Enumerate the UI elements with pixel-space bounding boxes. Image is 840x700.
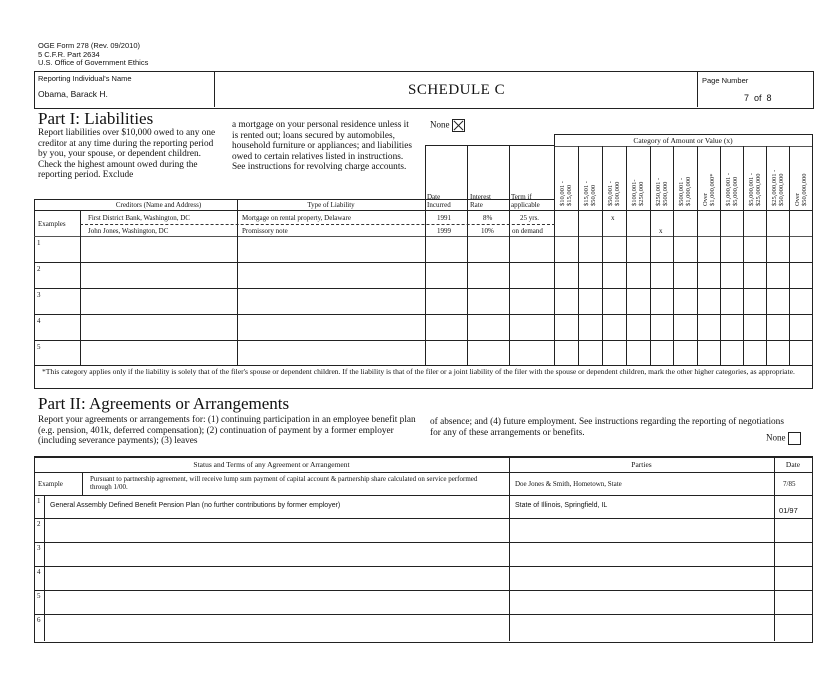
example-1-mark: x <box>611 214 615 222</box>
col-date-incurred: Date Incurred <box>427 193 451 209</box>
none-checkbox-2[interactable] <box>788 432 801 445</box>
example-2-creditor: John Jones, Washington, DC <box>88 227 169 235</box>
example-2-term: on demand <box>512 227 543 235</box>
example-date: 7/85 <box>783 480 796 488</box>
amount-col-7: Over $1,000,000* <box>702 173 716 206</box>
col-term: Term if applicable <box>511 193 540 209</box>
agreement-row-6-num: 6 <box>37 616 41 624</box>
part2-none <box>766 432 801 445</box>
col-status-terms: Status and Terms of any Agreement or Arrangement <box>193 460 350 469</box>
example-1-rate: 8% <box>483 214 493 222</box>
form-header <box>38 42 148 68</box>
col-interest-rate: Interest Rate <box>470 193 491 209</box>
part2-title: Part II: Agreements or Arrangements <box>38 394 290 413</box>
category-header: Category of Amount or Value (x) <box>633 136 733 145</box>
col-liability-type: Type of Liability <box>307 201 355 209</box>
example-1-date: 1991 <box>437 214 451 222</box>
amount-col-11: Over $50,000,000 <box>794 173 808 206</box>
agreement-row-1-parties: State of Illinois, Springfield, IL <box>515 502 608 509</box>
part1-none <box>430 119 465 132</box>
example-2-mark: x <box>659 227 663 235</box>
col-parties: Parties <box>631 460 652 469</box>
agreement-row-4-num: 4 <box>37 568 41 576</box>
example-2-date: 1999 <box>437 227 451 235</box>
agreement-row-1-num: 1 <box>37 497 41 505</box>
amount-col-1: $10,001 - $15,000 <box>559 181 573 206</box>
amount-col-6: $500,001 - $1,000,000 <box>678 176 692 206</box>
amount-col-9: $5,000,001 - $25,000,000 <box>748 172 762 206</box>
example-parties: Doe Jones & Smith, Hometown, State <box>515 480 622 488</box>
amount-col-10: $25,000,001 - $50,000,000 <box>771 169 785 206</box>
agreement-row-5-num: 5 <box>37 592 41 600</box>
reporting-name: Obama, Barack H. <box>38 89 108 99</box>
cfr-reference: 5 C.F.R. Part 2634 <box>38 49 100 59</box>
part1-description-right: a mortgage on your personal residence unless it is rented out; loans secured by automobiles, household furniture or appliances; and liabilities owed to certain relatives listed in instructions. See instructions for revolving charge accounts. <box>232 120 412 172</box>
amount-col-3: $50,001 - $100,000 <box>607 181 621 206</box>
agreement-row-2-num: 2 <box>37 520 41 528</box>
form-number: OGE Form 278 (Rev. 09/2010) <box>38 41 140 50</box>
part2-description-left: Report your agreements or arrangements for: (1) continuing participation in an employee benefit plan (e.g. pension, 401k, deferred compensation); (2) continuation of payment by a former employer (including severance payments); (3) leaves <box>38 415 416 446</box>
col-date: Date <box>785 460 801 469</box>
examples-label: Examples <box>38 220 66 228</box>
example-label: Example <box>38 480 63 488</box>
col-creditors: Creditors (Name and Address) <box>115 201 202 209</box>
example-1-type: Mortgage on rental property, Delaware <box>242 214 351 222</box>
amount-col-8: $1,000,001 - $5,000,000 <box>725 172 739 206</box>
part2-description-right: of absence; and (4) future employment. See instructions regarding the reporting of negotiations for any of these arrangements or benefits. <box>430 417 784 438</box>
liability-row-1-num: 1 <box>37 239 41 247</box>
amount-col-5: $250,001 - $500,000 <box>655 177 669 206</box>
agreement-row-1-status: General Assembly Defined Benefit Pension Plan (no further contributions by former employer) <box>50 502 341 509</box>
none-label-2: None <box>766 432 786 443</box>
liability-row-5-num: 5 <box>37 343 41 351</box>
part1-footnote: *This category applies only if the liability is solely that of the filer's spouse or dependent children. If the liability is that of the filer or a joint liability of the filer with the spouse or dependent children, mark the other higher categories, as appropriate. <box>42 367 795 376</box>
example-2-type: Promissory note <box>242 227 288 235</box>
none-label: None <box>430 119 450 130</box>
example-status: Pursuant to partnership agreement, will receive lump sum payment of capital account & partnership share calculated on service performed through 1/00. <box>90 475 478 491</box>
page-number-label: Page Number <box>702 76 749 85</box>
schedule-title: SCHEDULE C <box>408 82 506 98</box>
example-1-term: 25 yrs. <box>520 214 540 222</box>
liability-row-2-num: 2 <box>37 265 41 273</box>
amount-col-2: $15,001 - $50,000 <box>583 181 597 206</box>
agreement-row-1-date: 01/97 <box>779 506 798 515</box>
liability-row-4-num: 4 <box>37 317 41 325</box>
page-number: 7 of 8 <box>744 93 772 103</box>
none-checkbox[interactable] <box>452 119 465 132</box>
part1-title: Part I: Liabilities <box>38 109 154 128</box>
example-2-rate: 10% <box>481 227 494 235</box>
part1-description-left: Report liabilities over $10,000 owed to any one creditor at any time during the reporting period by you, your spouse, or dependent children. Check the highest amount owed during the reporting period. Exclude <box>38 128 216 180</box>
example-1-creditor: First District Bank, Washington, DC <box>88 214 190 222</box>
amount-col-4: $100,001- $250,000 <box>631 179 645 206</box>
agreement-row-3-num: 3 <box>37 544 41 552</box>
name-label: Reporting Individual's Name <box>38 74 132 83</box>
office-name: U.S. Office of Government Ethics <box>38 58 149 67</box>
liability-row-3-num: 3 <box>37 291 41 299</box>
